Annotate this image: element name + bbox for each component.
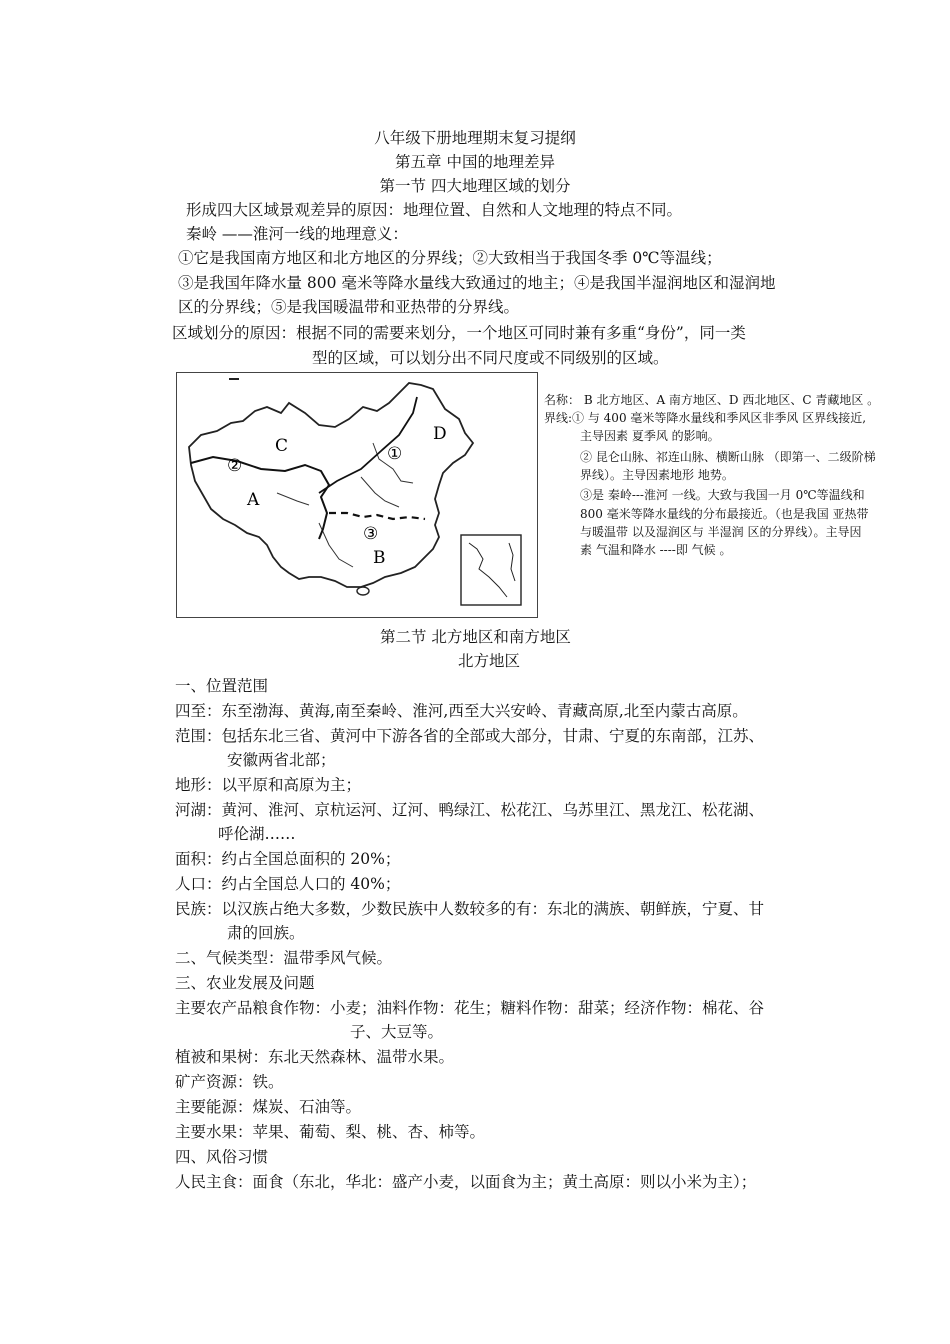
qinling-heading: 秦岭 ——淮河一线的地理意义： — [186, 225, 408, 243]
scope-line-1: 范围：包括东北三省、黄河中下游各省的全部或大部分，甘肃、宁夏的东南部，江苏、 — [175, 727, 765, 745]
heading-location: 一、位置范围 — [175, 677, 269, 695]
chapter-title: 第五章 中国的地理差异 — [395, 153, 555, 171]
label-C: C — [275, 436, 289, 456]
label-boundary-2: ② — [227, 456, 243, 476]
area-text: 面积：约占全国总面积的 20%； — [175, 850, 401, 868]
document-title: 八年级下册地理期末复习提纲 — [374, 129, 576, 147]
heading-agriculture: 三、农业发展及问题 — [175, 974, 315, 992]
division-line-1: 区域划分的原因：根据不同的需要来划分，一个地区可同时兼有多重“身份”，同一类 — [172, 324, 746, 342]
hainan-island — [357, 587, 369, 595]
vegetation-text: 植被和果树：东北天然森林、温带水果。 — [175, 1048, 455, 1066]
meaning-line-2: ③是我国年降水量 800 毫米等降水量线大致通过的地主；④是我国半湿润地区和湿润地 — [178, 274, 776, 292]
section2-subtitle: 北方地区 — [458, 652, 521, 670]
rivers-line-2: 呼伦湖…… — [218, 825, 296, 843]
province-line-4 — [277, 493, 309, 505]
province-line-2 — [361, 477, 399, 507]
label-A: A — [247, 490, 260, 510]
inset-islands — [509, 543, 515, 581]
map-note-line-1: 界线:① 与 400 毫米等降水量线和季风区非季风 区界线接近, — [544, 411, 867, 425]
division-line-2: 型的区域，可以划分出不同尺度或不同级别的区域。 — [312, 349, 669, 367]
crops-line-1: 主要农产品粮食作物：小麦；油料作物：花生；糖料作物：甜菜；经济作物：棉花、谷 — [175, 999, 765, 1017]
ethnic-line-2: 肃的回族。 — [227, 924, 305, 942]
inset-box — [461, 535, 521, 605]
fruits-text: 主要水果：苹果、葡萄、梨、桃、杏、柿等。 — [175, 1123, 486, 1141]
map-drawing — [177, 373, 539, 619]
section-title: 第一节 四大地理区域的划分 — [379, 177, 571, 195]
heading-climate: 二、气候类型：温带季风气候。 — [175, 949, 393, 967]
label-boundary-3: ③ — [363, 524, 379, 544]
population-text: 人口：约占全国总人口的 40%； — [175, 875, 401, 893]
boundaries-text: 四至：东至渤海、黄海,南至秦岭、淮河,西至大兴安岭、青藏高原,北至内蒙古高原。 — [175, 702, 748, 720]
label-boundary-1: ① — [387, 444, 403, 464]
ethnic-line-1: 民族：以汉族占绝大多数，少数民族中人数较多的有：东北的满族、朝鲜族，宁夏、甘 — [175, 900, 765, 918]
map-note-line-7: 与暖温带 以及湿润区与 半湿润 区的分界线）。主导因 — [580, 525, 862, 539]
boundary-line-2 — [191, 457, 329, 539]
crops-line-2: 子、大豆等。 — [350, 1023, 444, 1041]
energy-text: 主要能源：煤炭、石油等。 — [175, 1098, 362, 1116]
staple-food-text: 人民主食：面食（东北，华北：盛产小麦，以面食为主；黄土高原：则以小米为主）； — [175, 1173, 757, 1191]
meaning-line-1: ①它是我国南方地区和北方地区的分界线；②大致相当于我国冬季 0℃等温线； — [178, 249, 722, 267]
map-note-line-8: 素 气温和降水 ----即 气候 。 — [580, 543, 732, 557]
minerals-text: 矿产资源：铁。 — [175, 1073, 284, 1091]
label-B: B — [373, 548, 386, 568]
section2-title: 第二节 北方地区和南方地区 — [380, 628, 571, 646]
rivers-line-1: 河湖：黄河、淮河、京杭运河、辽河、鸭绿江、松花江、乌苏里江、黑龙江、松花湖、 — [175, 801, 765, 819]
terrain-text: 地形：以平原和高原为主； — [175, 776, 362, 794]
province-line-3 — [319, 523, 353, 567]
boundary-line-3 — [329, 513, 425, 519]
scope-line-2: 安徽两省北部； — [227, 751, 336, 769]
map-note-names: 名称： B 北方地区、A 南方地区、D 西北地区、C 青藏地区 。 — [544, 393, 880, 407]
reason-text: 形成四大区域景观差异的原因：地理位置、自然和人文地理的特点不同。 — [186, 201, 683, 219]
map-note-line-6: 800 毫米等降水量线的分布最接近。（也是我国 亚热带 — [580, 507, 869, 521]
china-regions-map — [176, 372, 538, 618]
map-note-line-5: ③是 秦岭---淮河 一线。大致与我国一月 0℃等温线和 — [580, 488, 865, 502]
map-note-line-4: 界线）。主导因素地形 地势。 — [580, 468, 734, 482]
heading-customs: 四、风俗习惯 — [175, 1148, 269, 1166]
label-D: D — [433, 424, 447, 444]
map-note-line-2: 主导因素 夏季风 的影响。 — [580, 429, 720, 443]
boundary-line-1 — [319, 397, 417, 493]
map-note-line-3: ② 昆仑山脉、祁连山脉、横断山脉 （即第一、二级阶梯 — [580, 450, 876, 464]
meaning-line-3: 区的分界线；⑤是我国暖温带和亚热带的分界线。 — [178, 298, 520, 316]
inset-coastline — [469, 543, 507, 597]
